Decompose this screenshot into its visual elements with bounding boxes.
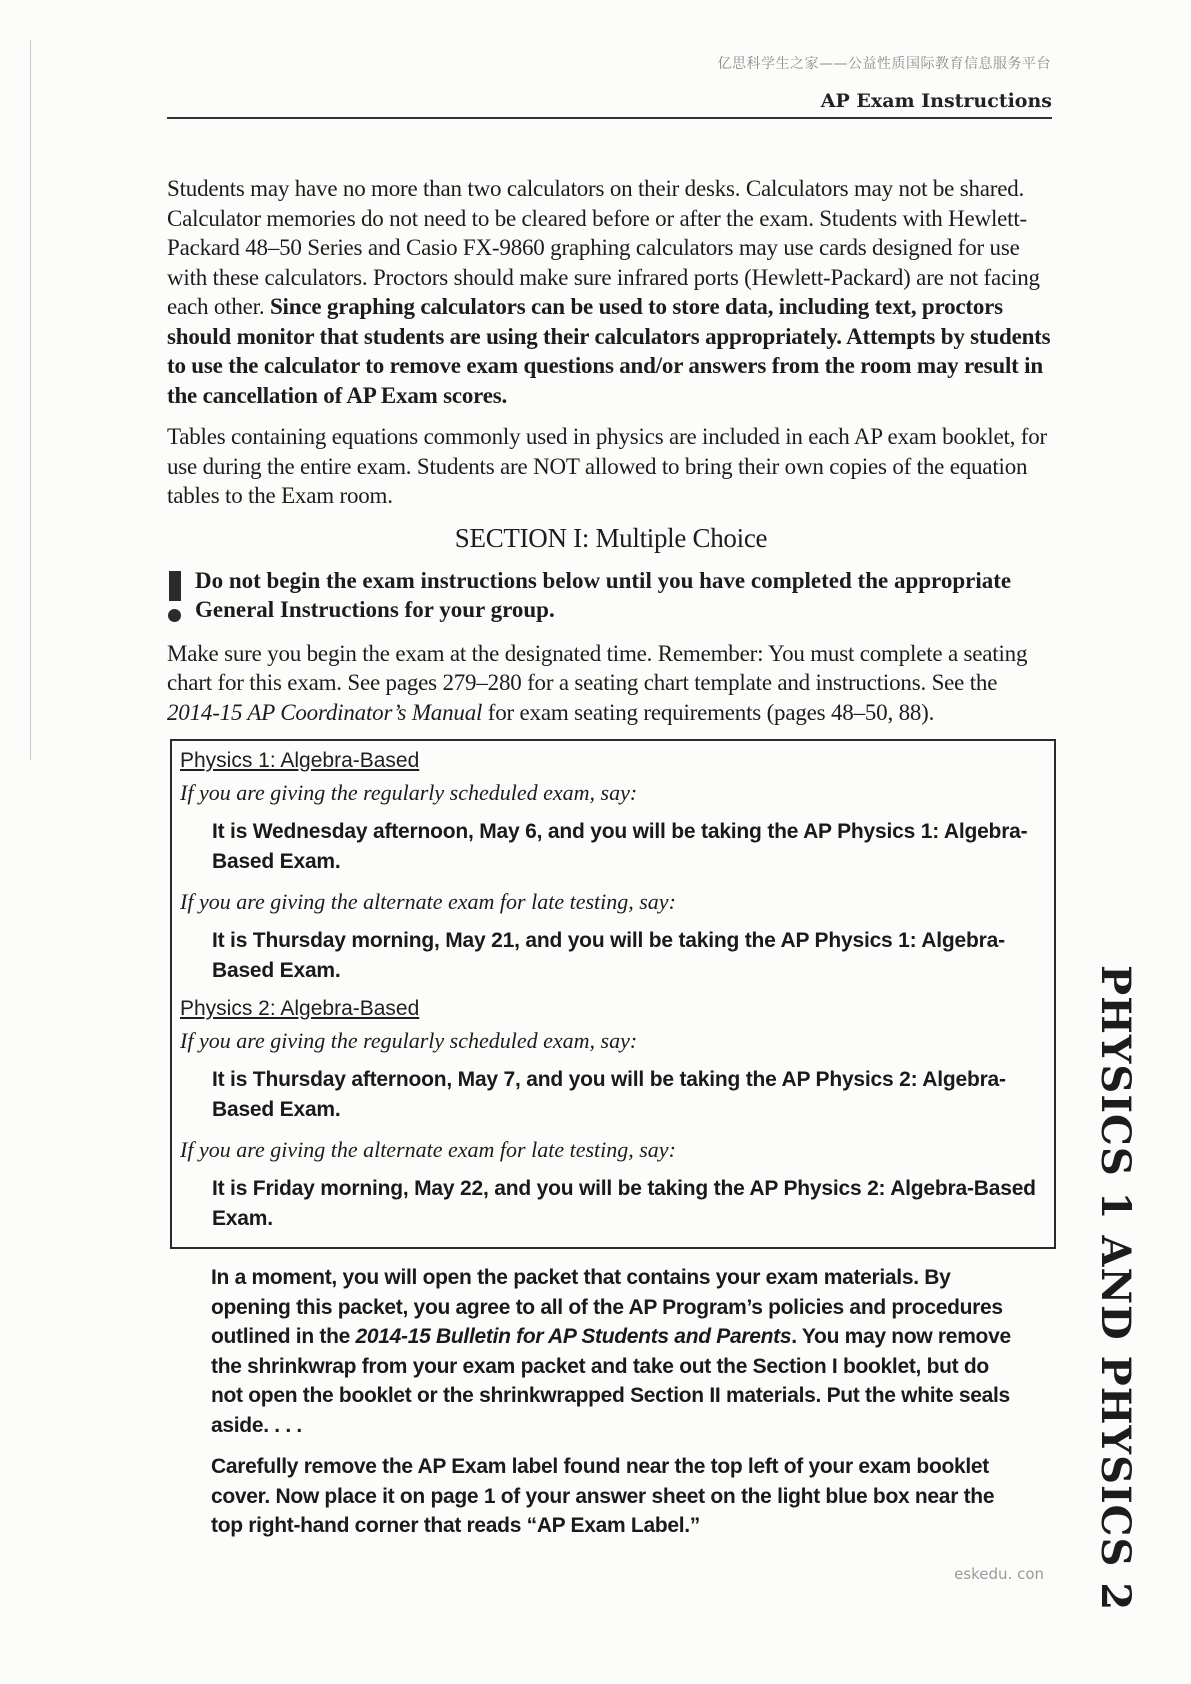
general-instructions-notice	[167, 566, 1055, 625]
physics2-regular-script: It is Thursday afternoon, May 7, and you will be taking the AP Physics 2: Algebra-Based Exam.	[212, 1068, 1006, 1121]
physics1-title: Physics 1: Algebra-Based	[180, 749, 420, 772]
seating-text-end: for exam seating requirements (pages 48–50, 88).	[482, 699, 935, 725]
coordinator-manual-title: 2014-15 AP Coordinator’s Manual	[167, 699, 483, 725]
open-packet-script	[211, 1263, 1011, 1440]
calculator-warning: Since graphing calculators can be used to store data, including text, proctors should monitor that students are using their calculators appropriately. Attempts by students to use the calculator to remove exam questions and/or answers from the room may result in the cancellation of AP Exam scores.	[167, 294, 1051, 408]
physics1-alternate-script: It is Thursday morning, May 21, and you will be taking the AP Physics 1: Algebra-Based Exam.	[212, 929, 1005, 982]
physics2-alternate-script: It is Friday morning, May 22, and you will be taking the AP Physics 2: Algebra-Based Exam.	[212, 1177, 1036, 1230]
header-rule	[167, 117, 1052, 119]
physics1-regular-script: It is Wednesday afternoon, May 6, and you will be taking the AP Physics 1: Algebra-Based Exam.	[212, 820, 1028, 873]
physics2-alternate-instruction: If you are giving the alternate exam for late testing, say:	[180, 1137, 676, 1162]
notice-text: Do not begin the exam instructions below until you have completed the appropriate General Instructions for your group.	[195, 567, 1012, 622]
running-header: AP Exam Instructions	[820, 90, 1052, 112]
physics1-alternate-instruction: If you are giving the alternate exam for late testing, say:	[180, 889, 676, 914]
open-packet-text: In a moment, you will open the packet that contains your exam materials. By opening this packet, you agree to all of the AP Program’s policies and procedures outlined in the	[211, 1266, 1003, 1348]
calculator-paragraph	[167, 174, 1055, 410]
section-side-tab: PHYSICS 1 AND PHYSICS 2	[1092, 965, 1139, 1612]
watermark: 亿思科学生之家——公益性质国际教育信息服务平台	[717, 56, 1051, 72]
exam-label-script: Carefully remove the AP Exam label found near the top left of your exam booklet cover. Now place it on page 1 of your answer sheet on the light blue box near the top right-hand corner that reads “AP Exam Label.”	[211, 1455, 995, 1537]
exam-day-box	[170, 739, 1056, 1249]
bulletin-title: 2014-15 Bulletin for AP Students and Parents	[355, 1325, 792, 1348]
open-packet-text-end: . You may now remove the shrinkwrap from your exam packet and take out the Section I booklet, but do not open the booklet or the shrinkwrapped Section II materials. Put the white seals aside. . . .	[211, 1325, 1011, 1437]
site-watermark: eskedu. con	[954, 1565, 1044, 1583]
physics2-regular-instruction: If you are giving the regularly scheduled exam, say:	[180, 1028, 638, 1053]
physics1-regular-instruction: If you are giving the regularly scheduled exam, say:	[180, 780, 638, 805]
stop-marker-icon	[167, 571, 183, 623]
scan-edge-line	[30, 40, 31, 760]
equation-tables-paragraph: Tables containing equations commonly used in physics are included in each AP exam booklet, for use during the entire exam. Students are NOT allowed to bring their own copies of the equation tables to the Exam room.	[167, 424, 1047, 508]
seating-paragraph	[167, 639, 1055, 728]
physics2-title: Physics 2: Algebra-Based	[180, 997, 420, 1020]
seating-text: Make sure you begin the exam at the designated time. Remember: You must complete a seating chart for this exam. See pages 279–280 for a seating chart template and instructions. See the	[167, 640, 1028, 695]
section-title: SECTION I: Multiple Choice	[454, 522, 768, 553]
calculator-text: Students may have no more than two calculators on their desks. Calculators may not be shared. Calculator memories do not need to be cleared before or after the exam. Students with Hewlett-Packard 48–50 Series and Casio FX-9860 graphing calculators may use cards designed for use with these calculators. Proctors should make sure infrared ports (Hewlett-Packard) are not facing each other.	[167, 176, 1040, 319]
page-content	[167, 174, 1055, 1553]
